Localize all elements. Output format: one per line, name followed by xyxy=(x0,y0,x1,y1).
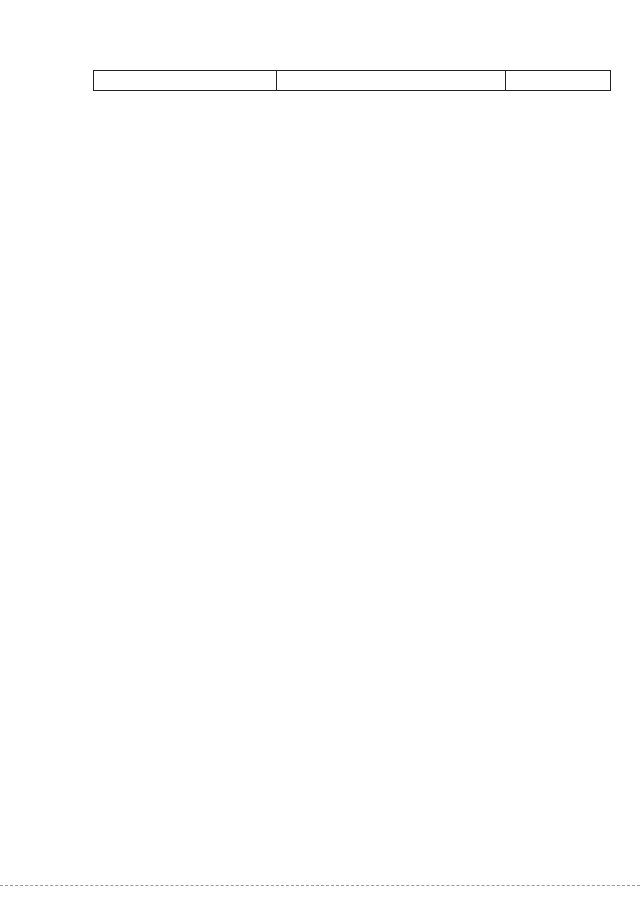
column-header-1 xyxy=(94,71,277,90)
column-header-3 xyxy=(506,71,610,90)
column-header-2 xyxy=(277,71,506,90)
table-header xyxy=(93,70,611,91)
scan-edge-line xyxy=(0,885,640,886)
